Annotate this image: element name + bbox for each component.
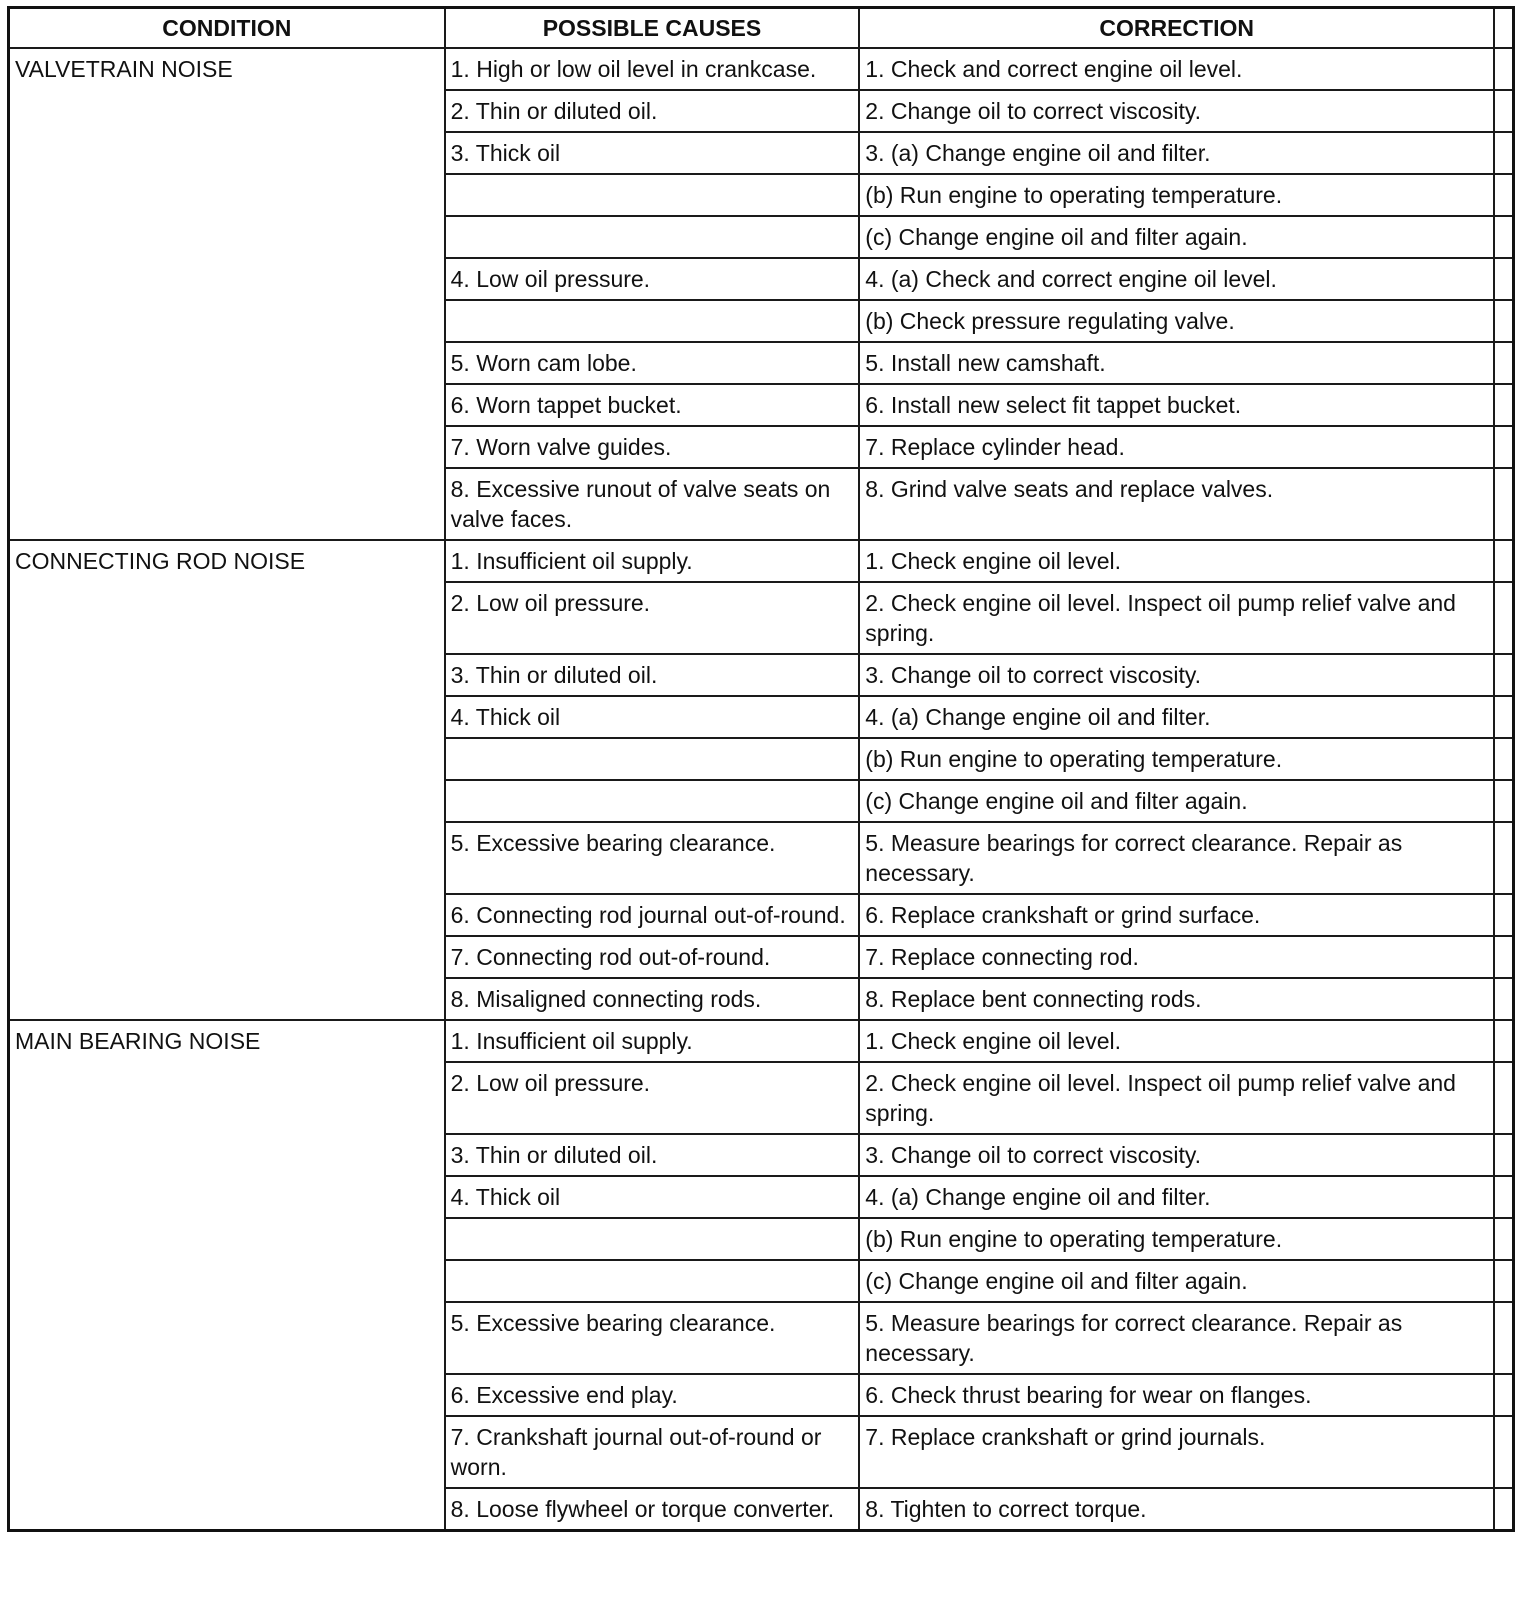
- table-row: [9, 540, 1514, 582]
- possible-cause-cell: 4. Thick oil: [445, 1176, 860, 1218]
- spacer-cell: [1494, 936, 1513, 978]
- possible-cause-cell: 3. Thick oil: [445, 132, 860, 174]
- possible-cause-cell: 7. Worn valve guides.: [445, 426, 860, 468]
- spacer-cell: [1494, 1488, 1513, 1531]
- condition-cell: CONNECTING ROD NOISE: [9, 540, 445, 1020]
- spacer-cell: [1494, 426, 1513, 468]
- spacer-cell: [1494, 48, 1513, 90]
- possible-cause-cell: 2. Low oil pressure.: [445, 1062, 860, 1134]
- header-spacer: [1494, 8, 1513, 49]
- spacer-cell: [1494, 300, 1513, 342]
- possible-cause-cell: 4. Low oil pressure.: [445, 258, 860, 300]
- possible-cause-cell: [445, 216, 860, 258]
- correction-cell: (c) Change engine oil and filter again.: [859, 216, 1494, 258]
- possible-cause-cell: 1. High or low oil level in crankcase.: [445, 48, 860, 90]
- possible-cause-cell: 3. Thin or diluted oil.: [445, 1134, 860, 1176]
- possible-cause-cell: 4. Thick oil: [445, 696, 860, 738]
- correction-cell: 6. Replace crankshaft or grind surface.: [859, 894, 1494, 936]
- possible-cause-cell: 8. Excessive runout of valve seats on valve faces.: [445, 468, 860, 540]
- possible-cause-cell: 6. Excessive end play.: [445, 1374, 860, 1416]
- possible-cause-cell: [445, 174, 860, 216]
- spacer-cell: [1494, 1062, 1513, 1134]
- table-body: [9, 48, 1514, 1531]
- correction-cell: 2. Check engine oil level. Inspect oil pump relief valve and spring.: [859, 582, 1494, 654]
- spacer-cell: [1494, 132, 1513, 174]
- correction-cell: 4. (a) Change engine oil and filter.: [859, 1176, 1494, 1218]
- correction-cell: 7. Replace crankshaft or grind journals.: [859, 1416, 1494, 1488]
- possible-cause-cell: 7. Crankshaft journal out-of-round or worn.: [445, 1416, 860, 1488]
- possible-cause-cell: [445, 738, 860, 780]
- correction-cell: 1. Check engine oil level.: [859, 1020, 1494, 1062]
- correction-cell: 6. Check thrust bearing for wear on flanges.: [859, 1374, 1494, 1416]
- possible-cause-cell: 1. Insufficient oil supply.: [445, 1020, 860, 1062]
- spacer-cell: [1494, 342, 1513, 384]
- table-row: [9, 48, 1514, 90]
- correction-cell: 6. Install new select fit tappet bucket.: [859, 384, 1494, 426]
- correction-cell: 5. Measure bearings for correct clearance. Repair as necessary.: [859, 1302, 1494, 1374]
- correction-cell: 3. Change oil to correct viscosity.: [859, 1134, 1494, 1176]
- correction-cell: 2. Check engine oil level. Inspect oil pump relief valve and spring.: [859, 1062, 1494, 1134]
- correction-cell: 8. Grind valve seats and replace valves.: [859, 468, 1494, 540]
- possible-cause-cell: 5. Worn cam lobe.: [445, 342, 860, 384]
- spacer-cell: [1494, 468, 1513, 540]
- spacer-cell: [1494, 384, 1513, 426]
- condition-cell: MAIN BEARING NOISE: [9, 1020, 445, 1531]
- correction-cell: (b) Run engine to operating temperature.: [859, 174, 1494, 216]
- correction-cell: 2. Change oil to correct viscosity.: [859, 90, 1494, 132]
- spacer-cell: [1494, 540, 1513, 582]
- correction-cell: 3. (a) Change engine oil and filter.: [859, 132, 1494, 174]
- correction-cell: 5. Install new camshaft.: [859, 342, 1494, 384]
- correction-cell: (b) Check pressure regulating valve.: [859, 300, 1494, 342]
- spacer-cell: [1494, 216, 1513, 258]
- spacer-cell: [1494, 1374, 1513, 1416]
- possible-cause-cell: 8. Misaligned connecting rods.: [445, 978, 860, 1020]
- possible-cause-cell: 5. Excessive bearing clearance.: [445, 1302, 860, 1374]
- header-condition: CONDITION: [9, 8, 445, 49]
- spacer-cell: [1494, 90, 1513, 132]
- correction-cell: 4. (a) Change engine oil and filter.: [859, 696, 1494, 738]
- spacer-cell: [1494, 174, 1513, 216]
- spacer-cell: [1494, 1260, 1513, 1302]
- spacer-cell: [1494, 738, 1513, 780]
- correction-cell: 8. Tighten to correct torque.: [859, 1488, 1494, 1531]
- table-row: [9, 1020, 1514, 1062]
- spacer-cell: [1494, 1218, 1513, 1260]
- correction-cell: (b) Run engine to operating temperature.: [859, 1218, 1494, 1260]
- possible-cause-cell: 6. Worn tappet bucket.: [445, 384, 860, 426]
- spacer-cell: [1494, 1134, 1513, 1176]
- possible-cause-cell: 5. Excessive bearing clearance.: [445, 822, 860, 894]
- correction-cell: 8. Replace bent connecting rods.: [859, 978, 1494, 1020]
- possible-cause-cell: [445, 780, 860, 822]
- correction-cell: (b) Run engine to operating temperature.: [859, 738, 1494, 780]
- correction-cell: 3. Change oil to correct viscosity.: [859, 654, 1494, 696]
- header-row: [9, 8, 1514, 49]
- spacer-cell: [1494, 1020, 1513, 1062]
- spacer-cell: [1494, 582, 1513, 654]
- condition-cell: VALVETRAIN NOISE: [9, 48, 445, 540]
- spacer-cell: [1494, 822, 1513, 894]
- correction-cell: (c) Change engine oil and filter again.: [859, 780, 1494, 822]
- header-correction: CORRECTION: [859, 8, 1494, 49]
- spacer-cell: [1494, 780, 1513, 822]
- spacer-cell: [1494, 894, 1513, 936]
- possible-cause-cell: 2. Low oil pressure.: [445, 582, 860, 654]
- possible-cause-cell: [445, 1260, 860, 1302]
- spacer-cell: [1494, 696, 1513, 738]
- spacer-cell: [1494, 258, 1513, 300]
- correction-cell: 1. Check engine oil level.: [859, 540, 1494, 582]
- spacer-cell: [1494, 1302, 1513, 1374]
- header-possible-causes: POSSIBLE CAUSES: [445, 8, 860, 49]
- diagnosis-table: [7, 6, 1515, 1532]
- possible-cause-cell: [445, 300, 860, 342]
- possible-cause-cell: 7. Connecting rod out-of-round.: [445, 936, 860, 978]
- spacer-cell: [1494, 654, 1513, 696]
- table-header: [9, 8, 1514, 49]
- spacer-cell: [1494, 1416, 1513, 1488]
- possible-cause-cell: [445, 1218, 860, 1260]
- correction-cell: 5. Measure bearings for correct clearance. Repair as necessary.: [859, 822, 1494, 894]
- possible-cause-cell: 6. Connecting rod journal out-of-round.: [445, 894, 860, 936]
- correction-cell: 4. (a) Check and correct engine oil level.: [859, 258, 1494, 300]
- correction-cell: 7. Replace cylinder head.: [859, 426, 1494, 468]
- spacer-cell: [1494, 1176, 1513, 1218]
- correction-cell: (c) Change engine oil and filter again.: [859, 1260, 1494, 1302]
- possible-cause-cell: 8. Loose flywheel or torque converter.: [445, 1488, 860, 1531]
- correction-cell: 7. Replace connecting rod.: [859, 936, 1494, 978]
- possible-cause-cell: 3. Thin or diluted oil.: [445, 654, 860, 696]
- possible-cause-cell: 1. Insufficient oil supply.: [445, 540, 860, 582]
- correction-cell: 1. Check and correct engine oil level.: [859, 48, 1494, 90]
- possible-cause-cell: 2. Thin or diluted oil.: [445, 90, 860, 132]
- spacer-cell: [1494, 978, 1513, 1020]
